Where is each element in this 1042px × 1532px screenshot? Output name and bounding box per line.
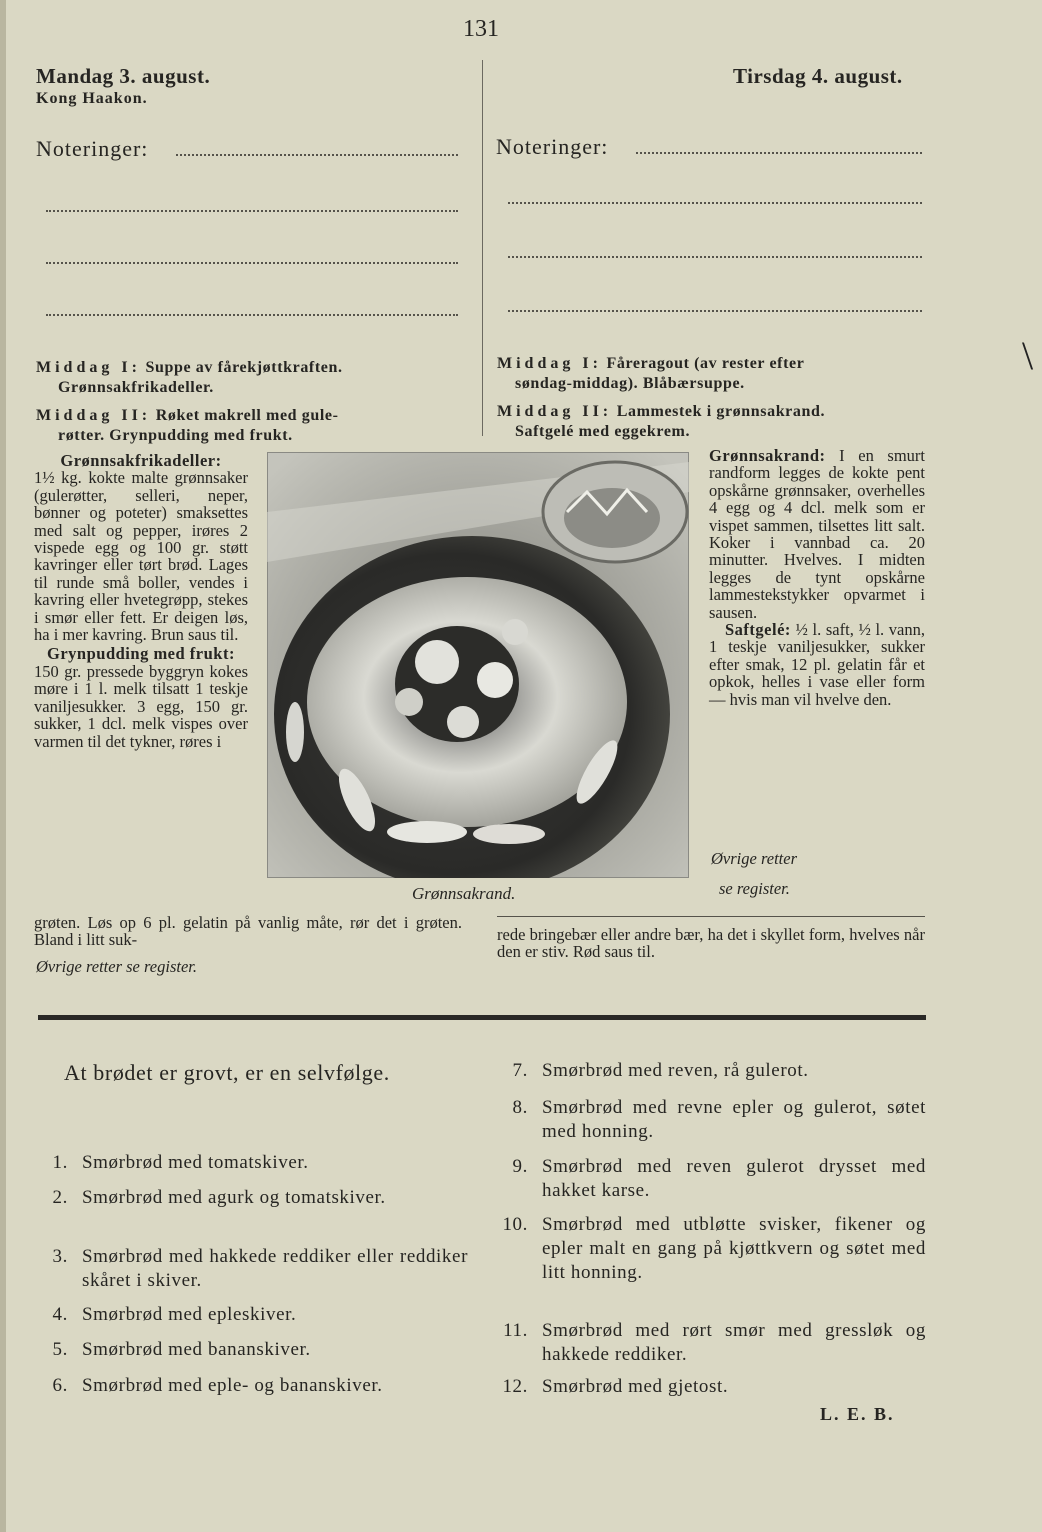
right-more-recipes-1: Øvrige retter bbox=[711, 849, 797, 868]
recipe-text-gronnsakfrikadeller: 1½ kg. kokte malte grønnsaker (gulerøtter, selleri, neper, bønner og poteter) smaksettes med salt og pepper, irøres 2 vispede egg og 100 gr. støtt kavringer eller tørt brød. Lages til runde små boller, vendes i kavring eller hvetegrøpp, stekes i smør eller fett. Er deigen løs, ha i mer kavring. Brun saus til. bbox=[34, 468, 248, 645]
page-edge bbox=[0, 0, 6, 1532]
left-menu bbox=[36, 358, 466, 446]
bread-item-text: Smørbrød med rørt smør med gressløk og hakkede reddiker. bbox=[542, 1320, 926, 1365]
right-middag-2-text: Lammestek i grønnsakrand. bbox=[616, 403, 826, 420]
bread-item-number: 7. bbox=[512, 1060, 528, 1081]
right-middag-1-text: Fåreragout (av rester efter bbox=[606, 355, 805, 372]
right-column-rule bbox=[497, 916, 925, 917]
recipe-text-grynpudding: 150 gr. pressede byggryn kokes møre i 1 l. melk tilsatt 1 teskje vaniljesukker. 3 egg, 150 gr. sukker, 1 dcl. melk vispes over varmen til det tykner, røres i bbox=[34, 661, 248, 751]
left-day-name-day: Kong Haakon. bbox=[36, 90, 148, 107]
recipe-right bbox=[709, 447, 925, 708]
bread-item-number: 2. bbox=[52, 1187, 68, 1208]
left-middag-1-text-2: Grønnsakfrikadeller. bbox=[58, 379, 214, 396]
photo-gronnsakrand bbox=[267, 452, 689, 878]
right-notes-line-3 bbox=[508, 256, 922, 258]
page-number: 131 bbox=[463, 16, 499, 42]
left-notes-line-4 bbox=[46, 314, 458, 316]
bread-item-number: 1. bbox=[52, 1152, 68, 1173]
bread-item-text: Smørbrød med revne epler og gulerot, søtet med honning. bbox=[542, 1097, 926, 1142]
bread-item-number: 4. bbox=[52, 1304, 68, 1325]
bread-intro-text: At brødet er grovt, er en selvfølge. bbox=[64, 1060, 390, 1085]
bread-item-text: Smørbrød med bananskiver. bbox=[82, 1339, 311, 1360]
bread-item-number: 10. bbox=[502, 1214, 528, 1235]
bread-item-text: Smørbrød med utbløtte svisker, fikener og epler malt en gang på kjøttkvern og søtet med litt honning. bbox=[542, 1214, 926, 1283]
bread-item-text: Smørbrød med agurk og tomatskiver. bbox=[82, 1187, 386, 1208]
right-middag-1-text-2: søndag-middag). Blåbærsuppe. bbox=[515, 375, 745, 392]
left-notes-label: Noteringer: bbox=[36, 136, 149, 161]
bread-item-number: 8. bbox=[512, 1097, 528, 1118]
right-notes-line-1 bbox=[636, 152, 922, 154]
recipe-left-continued: grøten. Løs op 6 pl. gelatin på vanlig måte, rør det i grøten. Bland i litt suk- bbox=[34, 913, 462, 950]
recipe-heading-gronnsakrand: Grønnsakrand: bbox=[709, 446, 826, 465]
right-notes-label: Noteringer: bbox=[496, 134, 609, 159]
left-middag-1-text: Suppe av fårekjøttkraften. bbox=[145, 359, 343, 376]
bread-item-text: Smørbrød med gjetost. bbox=[542, 1376, 729, 1397]
bread-item-text: Smørbrød med tomatskiver. bbox=[82, 1152, 309, 1173]
bread-item-number: 9. bbox=[512, 1156, 528, 1177]
left-middag-2-label: Middag II: bbox=[36, 407, 152, 424]
bread-item-text: Smørbrød med reven, rå gulerot. bbox=[542, 1060, 809, 1081]
bread-item-number: 12. bbox=[502, 1376, 528, 1397]
bread-item-number: 5. bbox=[52, 1339, 68, 1360]
right-middag-1-label: Middag I: bbox=[497, 355, 602, 372]
bread-item-text: Smørbrød med eple- og bananskiver. bbox=[82, 1375, 383, 1396]
recipe-heading-grynpudding: Grynpudding med frukt: bbox=[47, 644, 235, 664]
right-notes-line-4 bbox=[508, 310, 922, 312]
left-middag-2-text: Røket makrell med gule- bbox=[155, 407, 339, 424]
right-middag-2-label: Middag II: bbox=[497, 403, 613, 420]
bread-item-number: 6. bbox=[52, 1375, 68, 1396]
recipe-right-continued: rede bringebær eller andre bær, ha det i skyllet form, hvelves når den er stiv. Rød saus til. bbox=[497, 925, 925, 962]
recipe-heading-saftgele: Saftgelé: bbox=[725, 620, 791, 640]
left-notes-line-2 bbox=[46, 210, 458, 212]
bread-item-number: 3. bbox=[52, 1246, 68, 1267]
recipe-left bbox=[34, 452, 248, 750]
margin-mark: \ bbox=[1022, 333, 1034, 378]
section-divider bbox=[38, 1015, 926, 1020]
photo-caption: Grønnsakrand. bbox=[412, 884, 516, 903]
recipe-text-gronnsakrand: I en smurt randform legges de kokte pent opskårne grønnsaker, overhelles 4 egg og 4 dcl. melk som er vispet sammen, tilsettes litt salt. Koker i vannbad ca. 20 minutter. Hvelves. I midten legges de tynt opskårne lammestekstykker opvarmet i sausen. bbox=[709, 446, 926, 622]
bread-item-text: Smørbrød med reven gulerot drysset med hakket karse. bbox=[542, 1156, 926, 1201]
right-notes-line-2 bbox=[508, 202, 922, 204]
recipe-heading-gronnsakfrikadeller: Grønnsakfrikadeller: bbox=[60, 451, 222, 470]
bread-item-text: Smørbrød med epleskiver. bbox=[82, 1304, 297, 1325]
left-notes-line-1 bbox=[176, 154, 458, 156]
left-more-recipes: Øvrige retter se register. bbox=[36, 957, 197, 976]
left-middag-1-label: Middag I: bbox=[36, 359, 141, 376]
left-middag-2-text-2: røtter. Grynpudding med frukt. bbox=[58, 427, 293, 444]
right-more-recipes-2: se register. bbox=[719, 879, 790, 898]
right-menu bbox=[497, 354, 927, 442]
bread-item-text: Smørbrød med hakkede reddiker eller reddiker skåret i skiver. bbox=[82, 1246, 468, 1291]
left-notes-line-3 bbox=[46, 262, 458, 264]
right-middag-2-text-2: Saftgelé med eggekrem. bbox=[515, 423, 691, 440]
bread-intro bbox=[36, 1058, 466, 1088]
bread-item-number: 11. bbox=[503, 1320, 528, 1341]
signature: L. E. B. bbox=[820, 1404, 895, 1424]
right-day-date: Tirsdag 4. august. bbox=[733, 64, 903, 88]
recipe-text-saftgele: ½ l. saft, ½ l. vann, 1 teskje vaniljesukker, sukker efter smak, 12 pl. gelatin får et opkok, helles i vase eller form — hvis man vil hvelve den. bbox=[709, 620, 926, 709]
column-divider bbox=[482, 60, 483, 436]
left-day-date: Mandag 3. august. bbox=[36, 64, 211, 88]
